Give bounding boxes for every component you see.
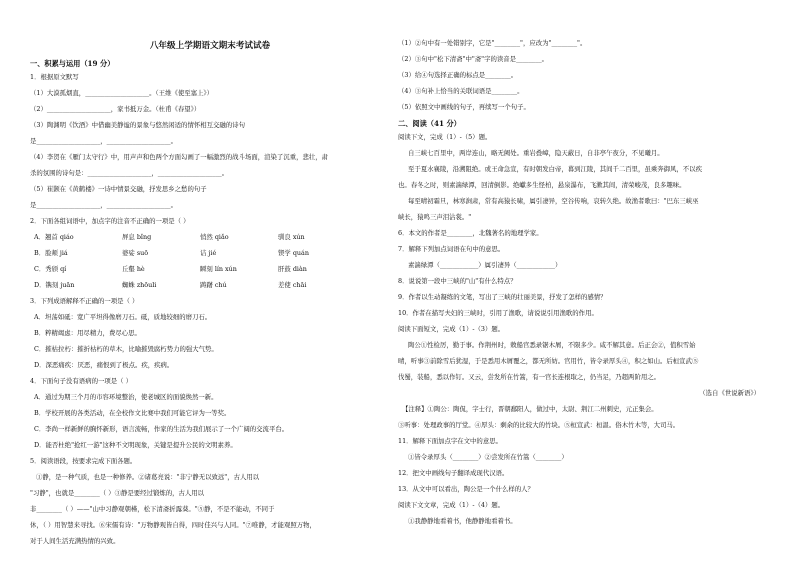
q4-text: 4．下面句子没有语病的一项是（ ） [30,377,132,385]
passage-3-line-1: ①我静静地看着书，他静静地看着书。 [408,517,517,525]
q9-text: 9．作者以生动凝练的文笔，写出了三峡的壮丽美景，抒发了怎样的感情？ [398,293,607,301]
q10-text: 10．作者在描写夫妇的三峡时，引用了渔歌，请说说引用渔歌的作用。 [398,309,598,317]
q1-5a-text: （5）崔颢在《黄鹤楼》一诗中情景交融，抒发思乡之愁的句子 [30,185,207,193]
q8-text: 8．说说第一段中三峡的"山"有什么特点？ [398,277,517,285]
q2-text: 2．下面各组词语中，加点字的注音不正确的一项是（ ） [30,217,190,225]
passage-1-para-3b: 峡长，猿鸣三声泪沾裳。" [398,213,472,221]
q2-d-2: 蜘蛛 zhōuli [122,281,157,289]
r4-text: （4）③句补上恰当的关联词语是________。 [398,87,524,95]
q5-line-3: 非________（ ）——"山中习静观朝槿，松下清斋折露葵。"⑤静，不是不能动，不同于 [30,505,275,513]
q1-3b-text: 是____________________，____________________。 [30,137,177,145]
q4-d: D．能否杜绝"抢红一游"这种不文明现象，关键是提升公民的文明素养。 [34,441,237,449]
passage-2-source: （选自《世说新语》） [699,389,760,397]
reading-2-intro: 阅读下面短文，完成（1）-（3）题。 [398,325,505,333]
note-line-2: ③听事：处理政事的厅堂。④厚头：剩余的比较大的竹块。⑤桓宣武：桓温。俗木竹木等，大司马。 [398,421,680,429]
section-2-heading: 二、阅读（41 分） [398,119,461,128]
passage-1-para-1: 自三峡七百里中，两岸连山，略无阙处。重岩叠嶂，隐天蔽日，自非亭午夜分，不见曦月。 [408,149,664,157]
q7-text: 7．解释下列加点词语在句中的意思。 [398,245,505,253]
q11-text: 11．解释下面加点字在文中的意思。 [398,437,502,445]
reading-1-intro: 阅读下文，完成（1）-（5）题。 [398,133,492,141]
r1-text: （1）②句中有一处错别字，它是"________"，应改为"________"。 [398,39,587,47]
passage-1-para-2a: 至于夏水襄陵，沿溯阻绝。或王命急宣，有时朝发白帝，暮到江陵，其间千二百里，虽乘奔御风，不以疾 [408,165,702,173]
page-title: 八年级上学期语文期末考试试卷 [149,41,271,51]
passage-1-para-3a: 每至晴初霜旦，林寒涧肃，常有高猿长啸，属引凄异，空谷传响，哀转久绝。故渔者歌曰："巴东三峡巫 [408,197,699,205]
q12-text: 12．把文中画线句子翻译成现代汉语。 [398,469,509,477]
q3-c: C．摧枯拉朽：摧折枯朽的草木，比喻摧毁腐朽势力的强大气势。 [34,345,218,353]
q4-b: B．学校开展的各类活动，在全校作文比赛中我们可能它评为一等奖。 [34,409,231,417]
q5-line-2: "习静"，也就是________（ ）③静是要经过锻炼的，古人用以 [30,489,205,497]
q4-a: A．通过为期三个月的市容环境整治，使老城区的面貌焕然一新。 [34,393,218,401]
q11-items: ①皆令录厚头（________）②尝发所在竹篙（________） [408,453,568,461]
q2-c-3: 瞬刻 lín xún [200,265,237,273]
passage-2-line-2: 晴，听事③前除雪后犹湿，于是悉用木屑覆之，都无所妨。官用竹，皆令录厚头④，积之如山。后桓宣武⑤ [398,357,699,365]
q2-b-2: 婆娑 suō [122,249,149,257]
q1-4b-text: 杀的氛围的诗句是：____________________，____________________。 [30,169,229,177]
q5-line-4: 休，（ ）用智慧来寻找。⑥宋儒有诗："万物静观皆自得，四时佳兴与人同。"⑦唯静，才能观照万物， [30,521,316,529]
q4-c: C．李尚一样新鲜的胸怀新形，语言流畅，作家的生活为我们展示了一个广阔的交流平台。 [34,425,289,433]
q13-text: 13．从文中可以看出，陶公是一个什么样的人？ [398,485,534,493]
q6-text: 6．本文的作者是________，北魏著名的地理学家。 [398,229,543,237]
q3-b: B．粹精竭虑：用尽精力，费尽心思。 [34,329,141,337]
q1-1-text: （1）大漠孤烟直，____________________。（王维《使至塞上》） [30,89,213,97]
note-line-1: 【注释】①陶公：陶侃，字士行，晋朝鄱阳人，做过中，太尉、荆江二州刺史，元正集会。 [402,405,658,413]
reading-3-intro: 阅读下文文章，完成（1）-（4）题。 [398,501,505,509]
q2-a-3: 悄然 qiǎo [200,233,229,241]
q1-3a-text: （3）陶渊明《饮酒》中借幽美静谧的景象与悠然闲适的情怀相互交融的诗句 [30,121,245,129]
q2-d-4: 差使 chāi [278,281,307,289]
q3-text: 3．下列成语解释不正确的一项是（ ） [30,297,139,305]
q3-a: A．坦荡如砥：宽广平坦得像磨刀石。砥，质地较细的磨刀石。 [34,313,212,321]
q5-text: 5．阅读语段，按要求完成下面各题。 [30,457,137,465]
q5-line-5: 对于人间生活充满热情的兴致。 [30,537,120,545]
q2-b-4: 锲学 quán [278,249,309,257]
r5-text: （5）依照文中画线的句子，再续写一个句子。 [398,103,530,111]
q1-text: 1．根据原文默写 [30,73,79,81]
r3-text: （3）给④句选择正确的标点是________。 [398,71,518,79]
q1-5b-text: 是____________________，____________________。 [30,201,177,209]
passage-2-line-1: 陶公①性检厉，勤于事。作荆州时，敕船官悉录锯木屑，不限多少。咸不解其意。后正会②，值积雪始 [408,341,696,349]
section-1-heading: 一、积累与运用（19 分） [30,59,115,68]
q2-c-4: 肝鼓 diàn [278,265,307,273]
q7-items: 素湍绿潭（____________）属引凄异（____________） [408,261,562,269]
q2-c-2: 丘壑 hè [122,265,145,273]
q2-b-3: 诘 jié [200,249,217,257]
q2-d-3: 踌躇 chú [200,281,227,289]
q2-a-2: 屏息 bǐng [122,233,152,241]
q2-b-1: B．脸颊 jiá [34,249,68,257]
r2-text: （2）③句中"松下清斋"中"斋"字的读音是________。 [398,55,549,63]
q2-a-1: A．翘首 qiáo [34,233,74,241]
q3-d: D．深恶痛疾：厌恶，痛恨到了极点。疾，疾病。 [34,361,174,369]
q2-a-4: 驯良 xún [278,233,305,241]
q1-4a-text: （4）李贺在《雁门太守行》中，用声声和色两个方面勾画了一幅激烈的战斗场面，渲染了沉重，悲壮，肃 [30,153,329,161]
passage-2-line-3: 伐蜀，装船，悉以作钉。又云，尝发所在竹篙，有一官长连根取之，仍当足，乃超两阶用之。 [398,373,661,381]
q1-2-text: （2）____________________，家书抵万金。（杜甫《春望》） [30,105,201,113]
q2-d-1: D．镌刻 juān [34,281,75,289]
q5-line-1: ①静，是一种气质，也是一种修养。②诸葛亮说："非宁静无以致远"，古人用以 [36,473,260,481]
q2-c-1: C．秀颀 qí [34,265,67,273]
passage-1-para-2b: 也。春冬之时，则素湍绿潭，回清倒影。绝巘多生怪柏，悬泉瀑布，飞漱其间，清荣峻茂，良多趣味。 [398,181,686,189]
